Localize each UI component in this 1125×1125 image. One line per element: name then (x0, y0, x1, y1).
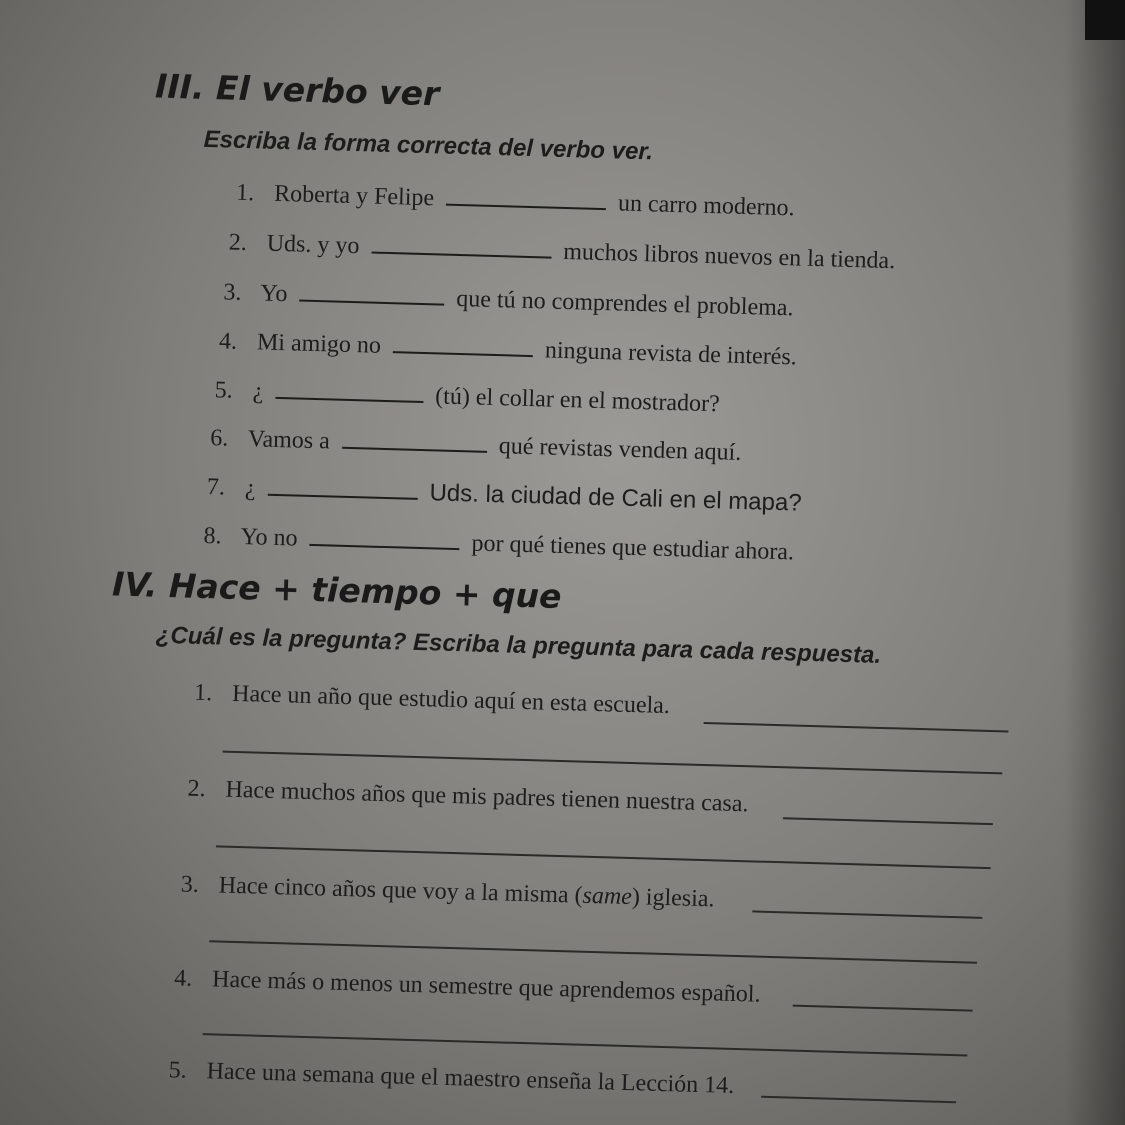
s4-item-4-num: 4. (173, 965, 193, 992)
s4-item-3-answer-line-b[interactable] (209, 940, 977, 963)
s4-item-5-text: Hace una semana que el maestro enseña la Lección 14. (206, 1058, 735, 1099)
section-4-instruction: ¿Cuál es la pregunta? Escriba la pregunta para cada respuesta. (155, 621, 882, 669)
s4-item-2 (187, 776, 749, 819)
s3-item-2-after: muchos libros nuevos en la tienda. (562, 238, 896, 275)
s3-item-5-before: ¿ (252, 378, 264, 405)
s3-item-6-before: Vamos a (247, 426, 331, 455)
s4-item-3-num: 3. (180, 871, 200, 898)
s3-item-4-after: ninguna revista de interés. (544, 337, 798, 371)
s4-item-4 (174, 965, 761, 1008)
s3-item-1-blank[interactable] (446, 184, 607, 210)
section-3-instruction: Escriba la forma correcta del verbo ver. (203, 125, 654, 166)
s3-item-4-blank[interactable] (393, 331, 534, 357)
s4-item-1-answer-line-b[interactable] (223, 751, 1003, 775)
s3-item-1-num: 1. (235, 179, 255, 207)
s4-item-2-num: 2. (187, 775, 206, 803)
s3-item-5 (214, 375, 720, 418)
s3-item-7 (207, 472, 802, 518)
s4-item-2-text: Hace muchos años que mis padres tienen nuestra casa. (225, 776, 749, 818)
s3-item-5-num: 5. (214, 377, 234, 404)
s4-item-1 (194, 680, 670, 720)
s4-item-4-answer-line-b[interactable] (203, 1033, 968, 1056)
s4-item-1-text: Hace un año que estudio aquí en esta escuela. (231, 680, 671, 720)
s4-item-3 (180, 871, 714, 913)
s3-item-3-before: Yo (260, 280, 288, 308)
s3-item-4-num: 4. (218, 328, 238, 355)
s4-item-3-text-italic: same (582, 882, 633, 911)
section-4-title: IV. Hace + tiempo + que (111, 564, 563, 616)
section-3-title (155, 66, 440, 113)
s3-item-6-blank[interactable] (342, 427, 488, 453)
s3-item-5-after: (tú) el collar en el mostrador? (434, 383, 721, 418)
s3-item-7-num: 7. (206, 474, 226, 501)
s4-item-4-answer-line-a[interactable] (793, 1005, 973, 1012)
s4-item-5 (168, 1057, 734, 1100)
s4-item-4-text: Hace más o menos un semestre que aprendemos español. (211, 966, 761, 1008)
s3-item-1-after: un carro moderno. (617, 190, 795, 222)
s3-item-3-num: 3. (223, 279, 242, 306)
s3-item-6-after: qué revistas venden aquí. (498, 433, 742, 466)
s4-item-5-answer-line-a[interactable] (761, 1096, 956, 1103)
s4-item-5-num: 5. (168, 1057, 188, 1084)
s3-item-5-blank[interactable] (275, 377, 424, 403)
s3-item-8 (203, 521, 794, 566)
s3-item-2 (228, 228, 895, 276)
s3-item-6-num: 6. (209, 425, 229, 452)
s3-item-3-after: que tú no comprendes el problema. (456, 285, 794, 322)
s4-item-3-text-before: Hace cinco años que voy a la misma ( (218, 872, 583, 909)
s3-item-3-blank[interactable] (299, 280, 445, 306)
s3-item-8-num: 8. (203, 522, 222, 550)
s3-item-2-before: Uds. y yo (266, 230, 360, 260)
s3-item-2-num: 2. (228, 229, 248, 257)
s4-item-2-answer-line-a[interactable] (783, 817, 993, 825)
section-3-title-verb: ver (378, 72, 440, 114)
s3-item-1 (236, 178, 795, 223)
s3-item-2-blank[interactable] (371, 232, 552, 259)
s3-item-3 (223, 277, 794, 322)
s3-item-1-before: Roberta y Felipe (273, 180, 435, 212)
s4-item-3-text-after: ) iglesia. (631, 884, 715, 913)
s4-item-3-answer-line-a[interactable] (752, 910, 982, 918)
s3-item-8-blank[interactable] (309, 524, 460, 550)
s3-item-4 (219, 326, 798, 371)
s3-item-6 (210, 423, 742, 467)
s3-item-4-before: Mi amigo no (256, 329, 382, 359)
s3-item-7-blank[interactable] (267, 474, 418, 500)
s3-item-8-before: Yo no (240, 524, 298, 552)
dark-corner (1085, 0, 1125, 40)
s4-item-1-answer-line-a[interactable] (704, 722, 1009, 733)
s4-item-2-answer-line-b[interactable] (216, 845, 991, 869)
s3-item-7-after: Uds. la ciudad de Cali en el mapa? (429, 479, 803, 517)
section-3-title-prefix: III. El verbo (154, 66, 369, 112)
s3-item-7-before: ¿ (244, 475, 256, 502)
s4-item-1-num: 1. (193, 679, 213, 707)
s3-item-8-after: por qué tienes que estudiar ahora. (471, 530, 795, 566)
